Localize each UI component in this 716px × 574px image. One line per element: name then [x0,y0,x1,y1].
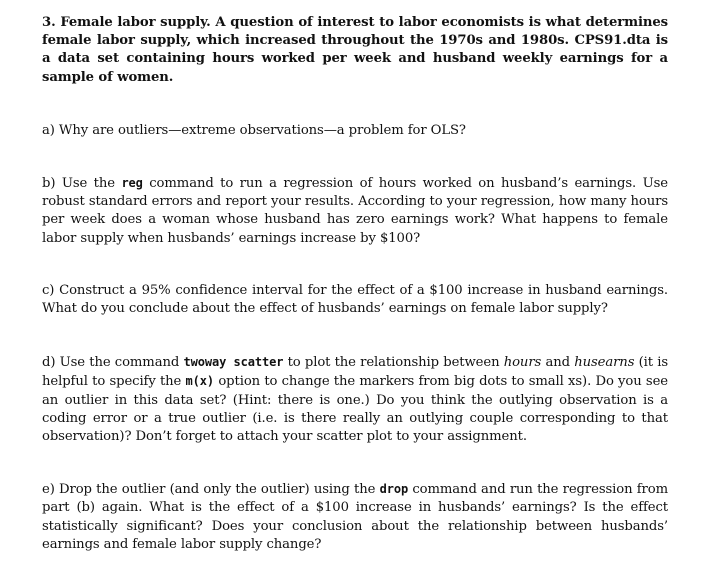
part-e-pre: e) Drop the outlier (and only the outlier) using the [42,482,380,498]
part-e-post: command and run the regression from part (b) again. What is the effect of a $100 increase in husbands’ earnings? Is the effect statistically significant? Does your conclusion about the relationship between husbands’ earnings and female labor supply change? [42,482,668,552]
part-e-code-drop: drop [379,482,409,497]
part-b-code-reg: reg [121,176,143,191]
part-b-post: command to run a regression of hours worked on husband’s earnings. Use robust standard errors and report your results. According to your regression, how many hours per week does a woman whose husband has zero earnings work? What happens to female labor supply when husbands’ earnings increase by $100? [42,176,668,246]
problem-sheet [42,14,668,554]
part-a-text: a) Why are outliers—extreme observations—a problem for OLS? [42,122,466,138]
part-d-code-mx: m(x) [185,374,215,389]
part-d-code-twoway: twoway scatter [183,355,284,370]
question-intro-text: A question of interest to labor economists is what determines female labor supply, which increased throughout the 1970s and 1980s. CPS91.dta is a data set containing hours worked per week and husband weekly earnings for a sample of women. [42,15,668,85]
part-d-var-hours: hours [503,355,542,371]
part-d [42,353,668,446]
part-c [42,282,668,318]
part-b-pre: b) Use the [42,176,122,192]
part-d-pre: d) Use the command [42,355,184,371]
question-number: 3. [42,15,56,30]
part-d-mid1: to plot the relationship between [283,355,504,371]
part-c-text: c) Construct a 95% confidence interval for the effect of a $100 increase in husband earnings. What do you conclude about the effect of husbands’ earnings on female labor supply? [42,282,668,317]
part-d-mid2: and [541,355,575,371]
part-a [42,122,668,140]
part-d-mid3: (it is helpful to specify the [42,355,668,390]
part-e [42,480,668,554]
part-d-var-husearns: husearns [574,355,635,371]
question-intro [42,14,668,87]
part-b [42,174,668,248]
question-title: Female labor supply. [60,15,211,30]
part-d-post: option to change the markers from big dots to small xs). Do you see an outlier in this data set? (Hint: there is one.) Do you think the outlying observation is a coding error or a true outlier (i.e. is there really an outlying couple corresponding to that observation)? Don’t forget to attach your scatter plot to your assignment. [42,374,668,445]
